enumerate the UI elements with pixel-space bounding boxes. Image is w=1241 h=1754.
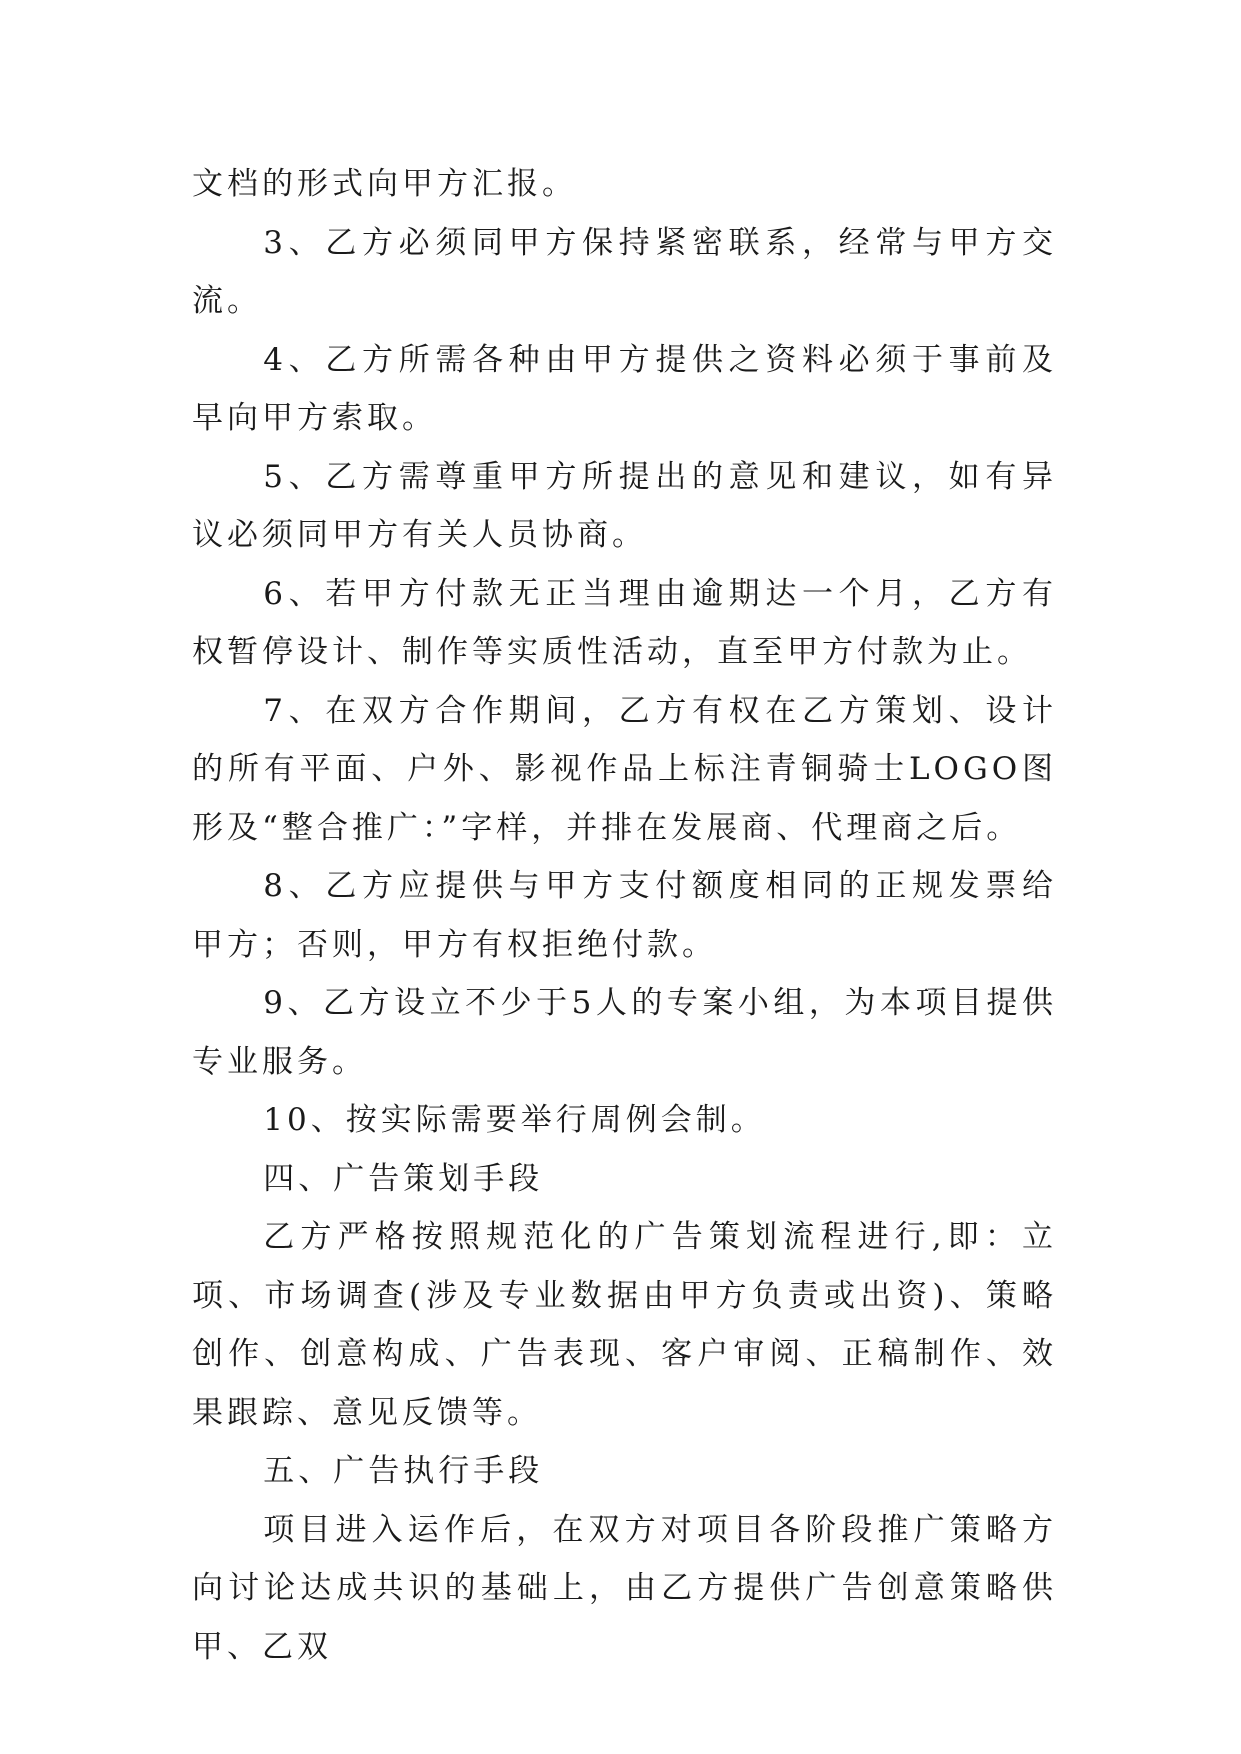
- paragraph-item-4: 4、乙方所需各种由甲方提供之资料必须于事前及早向甲方索取。: [192, 341, 1057, 436]
- paragraph-item-10: 10、按实际需要举行周例会制。: [263, 1102, 766, 1138]
- section-heading-4: 四、广告策划手段: [263, 1160, 544, 1197]
- paragraph-planning: 乙方严格按照规范化的广告策划流程进行,即：立项、市场调查(涉及专业数据由甲方负责或出资)、策略创作、创意构成、广告表现、客户审阅、正稿制作、效果跟踪、意见反馈等。: [192, 1219, 1057, 1431]
- paragraph-item-3: 3、乙方必须同甲方保持紧密联系，经常与甲方交流。: [192, 224, 1057, 319]
- paragraph-execution: 项目进入运作后，在双方对项目各阶段推广策略方向讨论达成共识的基础上，由乙方提供广告创意策略供甲、乙双: [192, 1511, 1057, 1665]
- document-body: [192, 155, 1057, 1676]
- section-heading-5: 五、广告执行手段: [263, 1453, 544, 1489]
- paragraph-item-6: 6、若甲方付款无正当理由逾期达一个月，乙方有权暂停设计、制作等实质性活动，直至甲方付款为止。: [192, 575, 1057, 670]
- paragraph-item-8: 8、乙方应提供与甲方支付额度相同的正规发票给甲方；否则，甲方有权拒绝付款。: [192, 868, 1057, 963]
- paragraph-continuation: 文档的形式向甲方汇报。: [192, 166, 577, 202]
- paragraph-item-7: 7、在双方合作期间，乙方有权在乙方策划、设计的所有平面、户外、影视作品上标注青铜骑士LOGO图形及“整合推广：”字样，并排在发展商、代理商之后。: [192, 692, 1057, 846]
- paragraph-item-5: 5、乙方需尊重甲方所提出的意见和建议，如有异议必须同甲方有关人员协商。: [192, 458, 1057, 553]
- paragraph-item-9: 9、乙方设立不少于5人的专案小组，为本项目提供专业服务。: [192, 985, 1057, 1080]
